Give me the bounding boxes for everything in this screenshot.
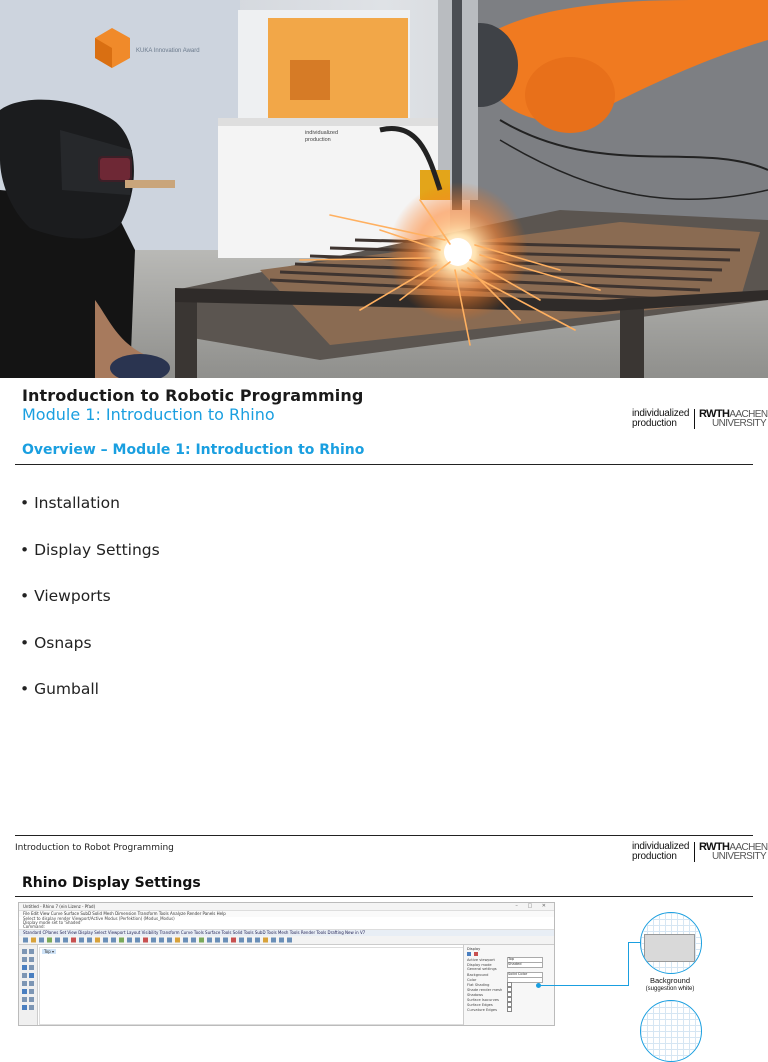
command-line: Command: bbox=[23, 924, 45, 929]
logo-rwth: RWTHAACHEN bbox=[699, 408, 768, 420]
logo-aachen: AACHEN bbox=[729, 409, 768, 420]
panel-label: Surface Isocurves bbox=[467, 997, 499, 1002]
zoom-bubble-next bbox=[640, 1000, 702, 1062]
command-line: Select to display render Viewport/Active Modus (Perfektion) (Modus_Modus) bbox=[23, 916, 175, 921]
zoom-bubble-background bbox=[640, 912, 702, 974]
panel-label: Flat Shading bbox=[467, 982, 490, 987]
panel-value: Top bbox=[507, 957, 543, 963]
rhino-window-title: Untitled - Rhino 7 (ein Lizenz - Pfad) bbox=[23, 904, 96, 909]
institution-logo bbox=[632, 408, 768, 429]
list-item: • Display Settings bbox=[20, 540, 160, 559]
panel-label: Shade render mesh bbox=[467, 987, 503, 992]
slide2-title: Rhino Display Settings bbox=[22, 875, 201, 891]
panel-label: Active viewport bbox=[467, 957, 495, 962]
slide-title: Introduction to Robotic Programming bbox=[22, 386, 364, 405]
booth-sign: KUKA Innovation Award bbox=[136, 48, 200, 54]
sidebar-icons bbox=[19, 945, 37, 1025]
rhino-window-screenshot bbox=[18, 902, 555, 1026]
panel-value: Shaded bbox=[507, 962, 543, 968]
checkbox bbox=[507, 1007, 512, 1012]
logo-aachen: AACHEN bbox=[729, 842, 768, 853]
rhino-titlebar bbox=[19, 903, 554, 911]
background-swatch bbox=[644, 934, 695, 962]
command-line: Display mode set to 'Shaded' bbox=[23, 920, 82, 925]
list-item: • Osnaps bbox=[20, 633, 92, 652]
panel-label: Color bbox=[467, 977, 477, 982]
list-item: • Viewports bbox=[20, 587, 111, 606]
rhino-toolbar bbox=[19, 936, 554, 945]
logo-line-1: individualized bbox=[632, 841, 690, 852]
logo-separator bbox=[694, 409, 695, 429]
list-item: • Gumball bbox=[20, 680, 99, 699]
wall-text-1: individualized bbox=[305, 130, 339, 136]
panel-label: Curvature Edges bbox=[467, 1007, 497, 1012]
hero-photo bbox=[0, 0, 768, 378]
panel-label: Shadows bbox=[467, 992, 484, 997]
rhino-viewport bbox=[39, 947, 466, 1025]
panel-value: Solid Color bbox=[507, 972, 543, 978]
logo-line-2: production bbox=[632, 418, 677, 429]
logo-line-2: production bbox=[632, 851, 677, 862]
panel-title: Display bbox=[467, 947, 481, 951]
callout-title: Background bbox=[649, 976, 691, 985]
section-heading: Overview – Module 1: Introduction to Rhino bbox=[22, 442, 365, 458]
toolbar-icons bbox=[19, 936, 309, 944]
background-callout-label bbox=[610, 977, 730, 993]
rhino-left-toolbar bbox=[19, 945, 38, 1025]
panel-label: Background bbox=[467, 972, 489, 977]
slide-separator bbox=[15, 835, 753, 836]
slide2-header: Introduction to Robot Programming bbox=[15, 843, 174, 853]
panel-label: Display mode bbox=[467, 962, 492, 967]
rhino-toolbar-tabs: Standard CPlanes Set View Display Select Viewport Layout Visibility Transform Curve Tools Surface Tools Solid Tools SubD Tools Mesh Tools Render Tools Drafting New in V7 bbox=[19, 930, 554, 936]
overview-list bbox=[20, 494, 160, 727]
institution-logo-2 bbox=[632, 841, 768, 862]
slide-subtitle: Module 1: Introduction to Rhino bbox=[22, 405, 275, 424]
window-controls: – □ ✕ bbox=[515, 903, 550, 909]
panel-label: General settings bbox=[467, 967, 497, 971]
section-divider bbox=[15, 464, 753, 465]
logo-university: UNIVERSITY bbox=[712, 418, 767, 429]
panel-value bbox=[507, 977, 543, 983]
callout-subtitle: (suggestion white) bbox=[645, 986, 695, 992]
list-item: • Installation bbox=[20, 494, 120, 512]
slide2-divider bbox=[15, 896, 753, 897]
rhino-menubar: File Edit View Curve Surface SubD Solid Mesh Dimension Transform Tools Analyze Render Panels Help bbox=[19, 911, 554, 917]
rhino-command-area bbox=[19, 917, 554, 930]
wall-text-2: production bbox=[305, 137, 331, 143]
viewport-tab: Top ▾ bbox=[44, 949, 55, 954]
logo-separator bbox=[694, 842, 695, 862]
logo-university: UNIVERSITY bbox=[712, 851, 767, 862]
panel-label: Surface Edges bbox=[467, 1002, 493, 1007]
logo-rwth: RWTHAACHEN bbox=[699, 841, 768, 853]
logo-line-1: individualized bbox=[632, 408, 690, 419]
